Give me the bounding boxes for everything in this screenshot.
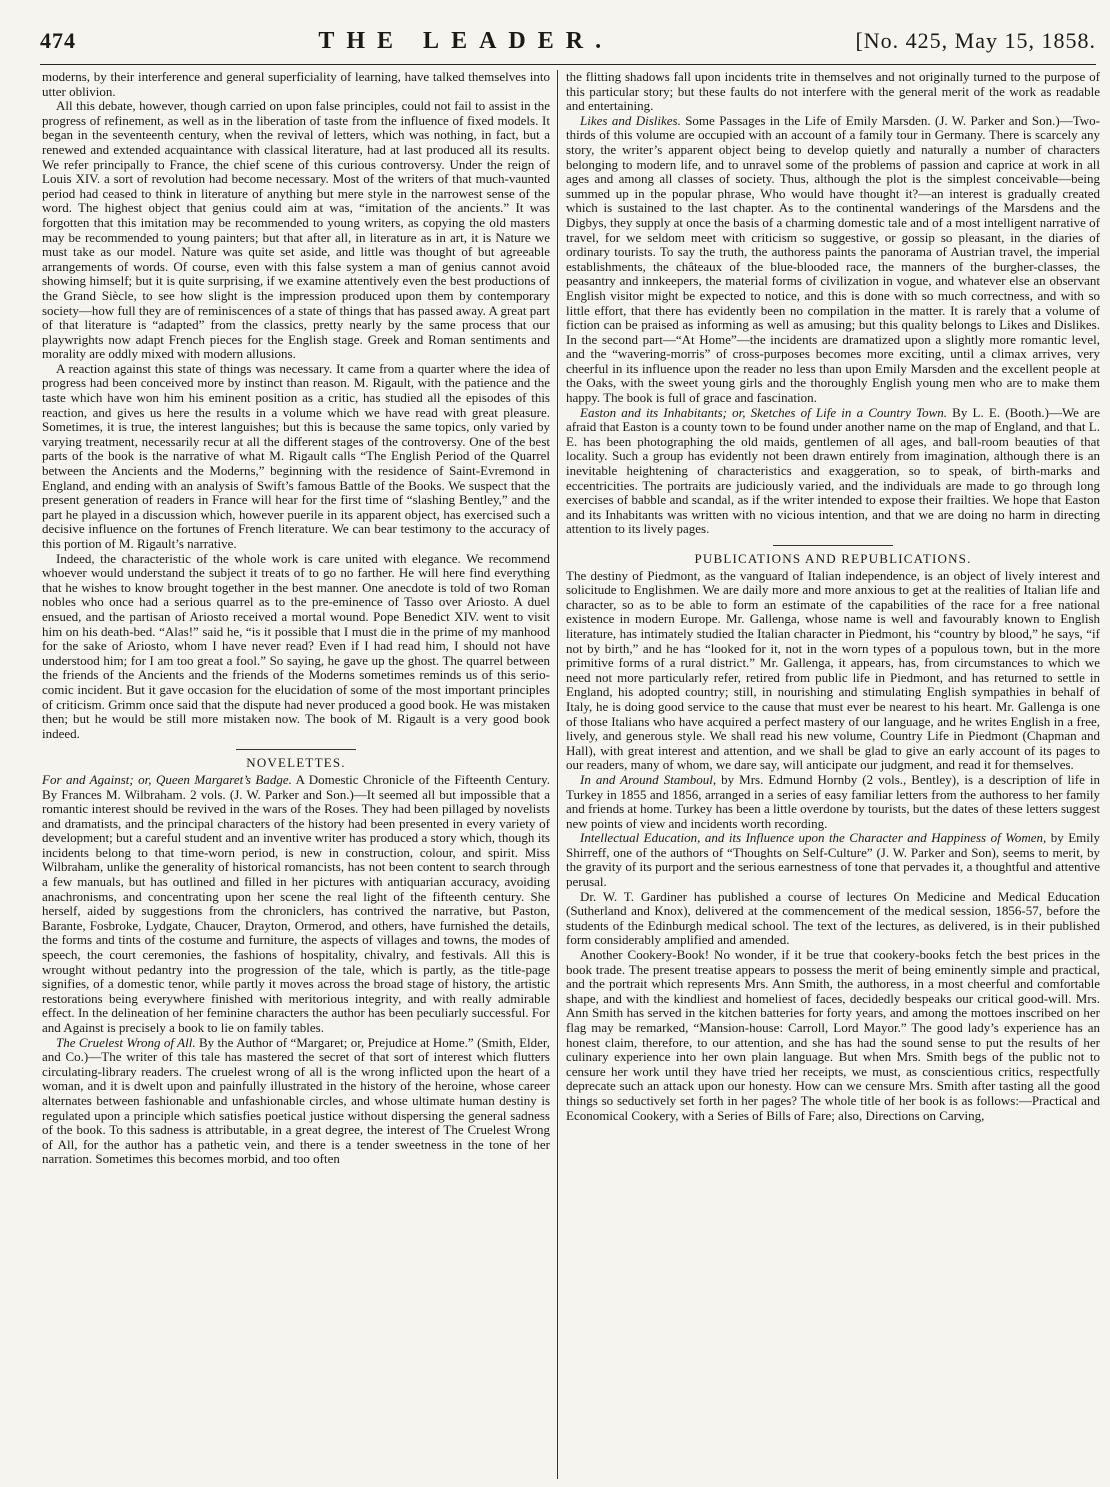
section-rule bbox=[236, 749, 356, 750]
book-title: Easton and its Inhabitants; or, Sketches of Life in a Country Town. bbox=[580, 404, 947, 420]
review-text: Some Passages in the Life of Emily Marsden. (J. W. Parker and Son.)—Two-thirds of this volume are occupied with an account of a family tour in Germany. There is scarcely any story, the writer’s apparent object being to develop quietly and naturally a number of characters belonging to modern life, and to unravel some of the problems of passion and caprice at work in all ages and among all classes of society. Thus, although the plot is the simplest conceivable—being summed up in the popular phrase, Who would have thought it?—an interest is gradually created which is sustained to the last chapter. As to the continental wanderings of the Marsdens and the Digbys, they supply at once the basis of a charming domestic tale and of a most intelligent narrative of travel, for we seldom meet with criticism so suggestive, or gossip so pleasant, in the diaries of ordinary tourists. To say the truth, the authoress paints the panorama of Austrian travel, the imperial establishments, the châteaux of the blue-blooded race, the manners of the burgher-classes, the peasantry and innkeepers, the material forms of civilization in vogue, and whatever else an observant English visitor might be expected to notice, and this is done with so much correctness, and with so little effort, that there has evidently been no compilation in the matter. It is rarely that a volume of fiction can be praised as informing as well as amusing; but this quality belongs to Likes and Dislikes. In the second part—“At Home”—the incidents are dramatized upon a slightly more romantic level, and the “wavering-morris” of cross-purposes becomes more exciting, until a climax arrives, very cheerful in its influence upon the reader no less than upon Emily Marsden and the excellent people at the Oaks, with the sweet young girls and the thoroughly English young men who are to make them happy. The book is full of grace and fascination. bbox=[566, 112, 1100, 406]
newspaper-title: THE LEADER. bbox=[318, 28, 614, 54]
section-rule bbox=[773, 545, 893, 546]
page-number: 474 bbox=[40, 28, 76, 53]
publications-heading: PUBLICATIONS AND REPUBLICATIONS. bbox=[694, 551, 972, 566]
paragraph: A reaction against this state of things was necessary. It came from a quarter where the idea of progress had been conceived more by instinct than reason. M. Rigault, with the patience and the taste which have won him his eminent position as a critic, has studied all the episodes of this reaction, and gives us here the results in a volume which we have read with great pleasure. Sometimes, it is true, the interest languishes; but this is because the same topics, only varied by varying treatment, necessarily recur at all the different stages of the controversy. One of the best parts of the book is the narrative of what M. Rigault calls “The English Period of the Quarrel between the Ancients and the Moderns,” beginning with the residence of Saint-Evremond in England, and ending with an analysis of Swift’s famous Battle of the Books. We suspect that the present generation of readers in France will hear for the first time of “slashing Bentley,” and the part he played in a discussion which, however puerile in its apparent object, has exercised such a decisive influence on the fortunes of French literature. We can bear testimony to the accuracy of this portion of M. Rigault’s narrative. bbox=[42, 360, 550, 551]
review-text: A Domestic Chronicle of the Fifteenth Century. By Frances M. Wilbraham. 2 vols. (J. W. Parker and Son.)—It seemed all but impossible that a romantic interest should be revived in the wars of the Roses. They had been pillaged by novelists and dramatists, and the principal characters of the history had been presented in every variety of development; but a careful student and an inventive writer has produced a story which, though its incidents belong to that time-worn period, is new in construction, colour, and spirit. Miss Wilbraham, unlike the generality of historical romancists, has not been content to search through a few manuals, but has outlined and filled in her pictures with antiquarian accuracy, avoiding anachronisms, and concentrating upon her scene the real light of the fifteenth century. She herself, aided by suggestions from the chroniclers, has contrived the narrative, but Paston, Barante, Fosbroke, Lydgate, Chaucer, Drayton, Ormerod, and others, have furnished the details, the forms and tints of the costume and furniture, the aspects of villages and towns, the modes of speech, the court ceremonies, the fashions of hospitality, chivalry, and festivals. All this is wrought without pedantry into the progression of the tale, which is partly, as the title-page signifies, of a domestic tenor, while partly it moves across the broad stage of history, the artistic restorations being everywhere finished with meritorious integrity, and with really admirable effect. In the delineation of her feminine characters the author has been peculiarly successful. For and Against is precisely a book to lie on family tables. bbox=[42, 771, 550, 1035]
review-entry bbox=[566, 773, 1100, 831]
column-divider bbox=[557, 70, 558, 1479]
review-text: By L. E. (Booth.)—We are afraid that Easton is a county town to be found under another name on the map of England, and that L. E. has been photographing the old maids, gentlemen of all ages, and ball-room beauties of that locality. Such a group has evidently not been drawn entirely from imagination, although there is an inevitable heightening of characteristics and exaggeration, so to speak, of birth-marks and eccentricities. The portraits are judiciously varied, and the individuals are made to go through long exercises of babble and scandal, as if the writer intended to expose their frailties. We hope that Easton and its Inhabitants was written with no vicious intention, and that we are doing no harm in directing attention to its lively pages. bbox=[566, 404, 1100, 537]
book-title: The Cruelest Wrong of All. bbox=[56, 1034, 196, 1050]
left-column bbox=[42, 70, 550, 1479]
paragraph: The destiny of Piedmont, as the vanguard of Italian independence, is an object of lively interest and solicitude to Englishmen. We are daily more and more anxious to get at the realities of Italian life and character, so as to be able to form an estimate of the capabilities of the race for a free national existence in modern Europe. Mr. Gallenga, whose name is well and favourably known to English literature, has intimately studied the Italian character in Piedmont, his “country by blood,” he says, “if not by birth,” and he has “looked for it, not in the worn types of a populous town, but in the more primitive forms of a rural district.” Mr. Gallenga, it appears, has, from circumstances to which we need not more particularly refer, retired from public life in Piedmont, and has returned to settle in England, his adopted country; still, in nourishing and stimulating English sympathies in behalf of Italy, he is doing good service to the cause that must ever be nearest to his heart. Mr. Gallenga is one of those Italians who have acquired a perfect mastery of our language, and he writes English in a free, lively, and generous style. We shall read his new volume, Country Life in Piedmont (Chapman and Hall), with great interest and attention, and we shall be glad to give an early account of its pages to our readers, many of whom, we dare say, will anticipate our judgment, and read it for themselves. bbox=[566, 567, 1100, 773]
issue-date: [No. 425, May 15, 1858. bbox=[855, 28, 1096, 53]
book-title: Likes and Dislikes. bbox=[580, 112, 681, 128]
review-entry bbox=[566, 831, 1100, 889]
review-text: By the Author of “Margaret; or, Prejudice at Home.” (Smith, Elder, and Co.)—The writer of this tale has mastered the secret of that sort of interest which flutters circulating-library readers. The cruelest wrong of all is the wrong inflicted upon the heart of a woman, and it is dwelt upon and painfully illustrated in the history of the heroine, whose career alternates between fashionable and unfashionable circles, and whose ultimate human destiny is regulated upon a principle which satisfies poetical justice without dispersing the general sadness of the book. To this sadness is attributable, in a great degree, the interest of The Cruelest Wrong of All, for the author has a pathetic vein, and there is a tender sweetness in the tone of her narration. Sometimes this becomes morbid, and too often bbox=[42, 1034, 550, 1167]
paragraph: Dr. W. T. Gardiner has published a course of lectures On Medicine and Medical Education (Sutherland and Knox), delivered at the commencement of the medical session, 1856-57, before the students of the Edinburgh medical school. The text of the lectures, as delivered, is in their published form considerably amplified and amended. bbox=[566, 888, 1100, 948]
review-entry bbox=[566, 406, 1100, 537]
review-entry bbox=[566, 114, 1100, 406]
paragraph: the flitting shadows fall upon incidents trite in themselves and not originally turned to the purpose of this particular story; but these faults do not interfere with the general merit of the work as readable and entertaining. bbox=[566, 70, 1100, 114]
novelettes-heading: NOVELETTES. bbox=[246, 755, 346, 771]
paragraph: Indeed, the characteristic of the whole work is care united with elegance. We recommend whoever would understand the subject it treats of to go no farther. He will here find everything that he wishes to know brought together in the best manner. One anecdote is told of two Roman nobles who once had a serious quarrel as to the pre-eminence of Tasso over Ariosto. A duel ensued, and the partisan of Ariosto received a mortal wound. Pope Benedict XIV. went to visit him on his death-bed. “Alas!” said he, “is it possible that I must die in the prime of my manhood for the sake of Ariosto, whom I have never read? Even if I had read him, I should not have understood him; for I am too great a fool.” So saying, he gave up the ghost. The quarrel between the friends of the Ancients and the friends of the Moderns sometimes reminds us of this serio-comic incident. But it gave occasion for the elucidation of some of the most important principles of criticism. Grimm once said that the dispute had never produced a good book. He was mistaken then; but he would be still more mistaken now. The book of M. Rigault is a very good book indeed. bbox=[42, 550, 550, 741]
review-entry bbox=[42, 773, 550, 1036]
book-title: Intellectual Education, and its Influence upon the Character and Happiness of Women, bbox=[580, 830, 1047, 846]
paragraph: All this debate, however, though carried on upon false principles, could not fail to assist in the progress of refinement, as well as in the liberation of taste from the influence of fixed models. It began in the seventeenth century, when the revival of letters, which was nothing, in fact, but a renewed and extended acquaintance with classical literature, had at last produced all its results. We refer principally to France, the chief scene of this curious controversy. Under the reign of Louis XIV. a sort of revolution had become necessary. Most of the writers of that much-vaunted period had ceased to think in literature of anything but mere style in the narrowest sense of the word. The highest object that genius could aim at was, “imitation of the ancients.” It was forgotten that this imitation may be recommended to young writers, as copying the old masters may be recommended to young painters; but that after all, in literature as in art, it is Nature we must take as our model. Nature was quite set aside, and little was thought of but agreeable arrangements of words. Of course, even with this false system a man of genius cannot avoid showing himself; but it is quite surprising, if we examine attentively even the best productions of the Grand Siècle, to see how slight is the impression produced upon them by contemporary society—how full they are of reminiscences of a state of things that has passed away. A great part of that literature is “adapted” from the classics, pretty nearly by the same process that our playwrights now adapt French pieces for the English stage. Greek and Roman sentiments and morality are oddly mixed with modern allusions. bbox=[42, 98, 550, 362]
review-entry bbox=[42, 1036, 550, 1167]
right-column bbox=[566, 70, 1100, 1479]
book-title: In and Around Stamboul, bbox=[580, 771, 717, 787]
paragraph: moderns, by their interference and general superficiality of learning, have talked themselves into utter oblivion. bbox=[42, 70, 550, 99]
review-text: by Emily Shirreff, one of the authors of “Thoughts on Self-Culture” (J. W. Parker and Son), seems to merit, by the gravity of its purport and the serious earnestness of tone that pervades it, a thoughtful and attentive perusal. bbox=[566, 830, 1100, 890]
review-text: by Mrs. Edmund Hornby (2 vols., Bentley), is a description of life in Turkey in 1855 and 1856, arranged in a series of easy familiar letters from the authoress to her family and friends at home. Turkey has been a little overdone by tourists, but the dates of these letters suggest new points of view and incidents worth recording. bbox=[566, 771, 1100, 831]
paragraph: Another Cookery-Book! No wonder, if it be true that cookery-books fetch the best prices in the book trade. The present treatise appears to possess the merit of being eminently simple and practical, and the portrait which represents Mrs. Ann Smith, the authoress, in a most cheerful and comfortable shape, and with the kindliest and homeliest of faces, decidedly bespeaks our critical good-will. Mrs. Ann Smith has served in the kitchen batteries for forty years, and among the mottoes inscribed on her flag may be remarked, “Mansion-house: Carroll, Lord Mayor.” The good lady’s experience has an honest claim, therefore, to our attention, and she has had the sound sense to put the results of her culinary experience into her own plain language. But when Mrs. Smith begs of the public not to censure her work until they have tried her receipts, we must, as conscientious critics, respectfully deprecate such an attack upon our honesty. How can we censure Mrs. Smith after tasting all the good things so seductively set forth in her pages? The whole title of her book is as follows:—Practical and Economical Cookery, with a Series of Bills of Fare; also, Directions on Carving, bbox=[566, 947, 1100, 1123]
book-title: For and Against; or, Queen Margaret’s Badge. bbox=[42, 771, 292, 787]
masthead bbox=[40, 28, 1096, 65]
